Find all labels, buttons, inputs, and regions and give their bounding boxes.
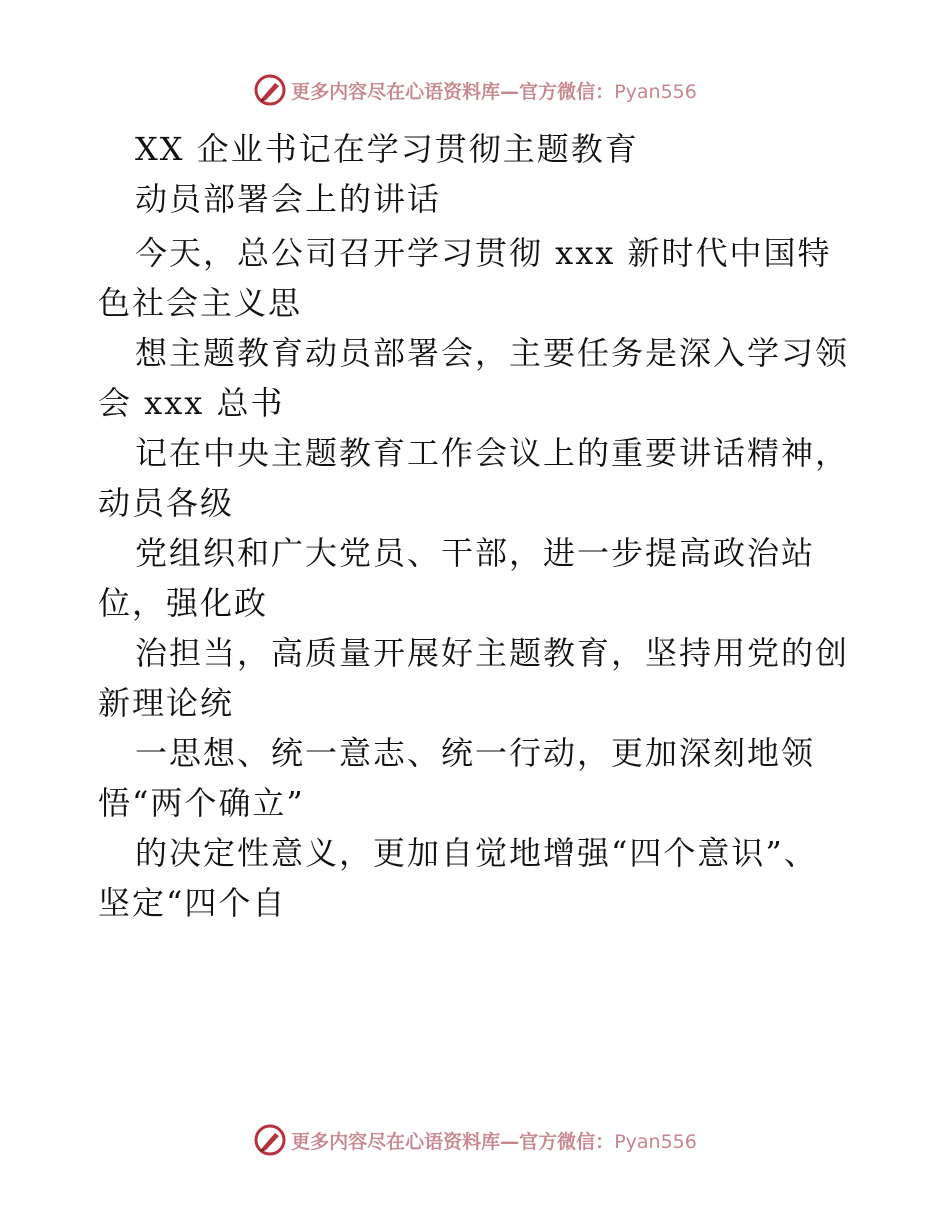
header-watermark [0,70,950,110]
document-line: 今天，总公司召开学习贯彻 xxx 新时代中国特 [135,234,832,272]
document-line: 想主题教育动员部署会，主要任务是深入学习领 [135,334,850,372]
document-line: 会 xxx 总书 [98,384,285,422]
pen-logo-icon [253,73,287,107]
document-line: 位，强化政 [98,584,269,622]
header-banner-text: 更多内容尽在心语资料库—官方微信：Pyan556 [291,80,697,103]
document-line: 记在中央主题教育工作会议上的重要讲话精神， [135,434,850,472]
document-line: 党组织和广大党员、干部，进一步提高政治站 [135,534,816,572]
document-line: 色社会主义思 [98,284,303,322]
document-line: 一思想、统一意志、统一行动，更加深刻地领 [135,734,816,772]
footer-watermark [0,1120,950,1160]
document-body [98,124,858,928]
header-wechat-id: Pyan556 [614,80,697,103]
document-line: XX 企业书记在学习贯彻主题教育 [135,130,639,168]
document-line: 新理论统 [98,684,235,722]
document-line: 悟“两个确立” [98,784,305,822]
document-line: 动员部署会上的讲话 [135,180,442,218]
document-line: 动员各级 [98,484,235,522]
footer-wechat-id: Pyan556 [614,1130,697,1153]
document-line: 治担当，高质量开展好主题教育，坚持用党的创 [135,634,850,672]
footer-banner-text: 更多内容尽在心语资料库—官方微信：Pyan556 [291,1130,697,1153]
pen-logo-icon [253,1123,287,1157]
document-line: 坚定“四个自 [98,884,287,922]
document-line: 的决定性意义，更加自觉地增强“四个意识”、 [135,834,818,872]
